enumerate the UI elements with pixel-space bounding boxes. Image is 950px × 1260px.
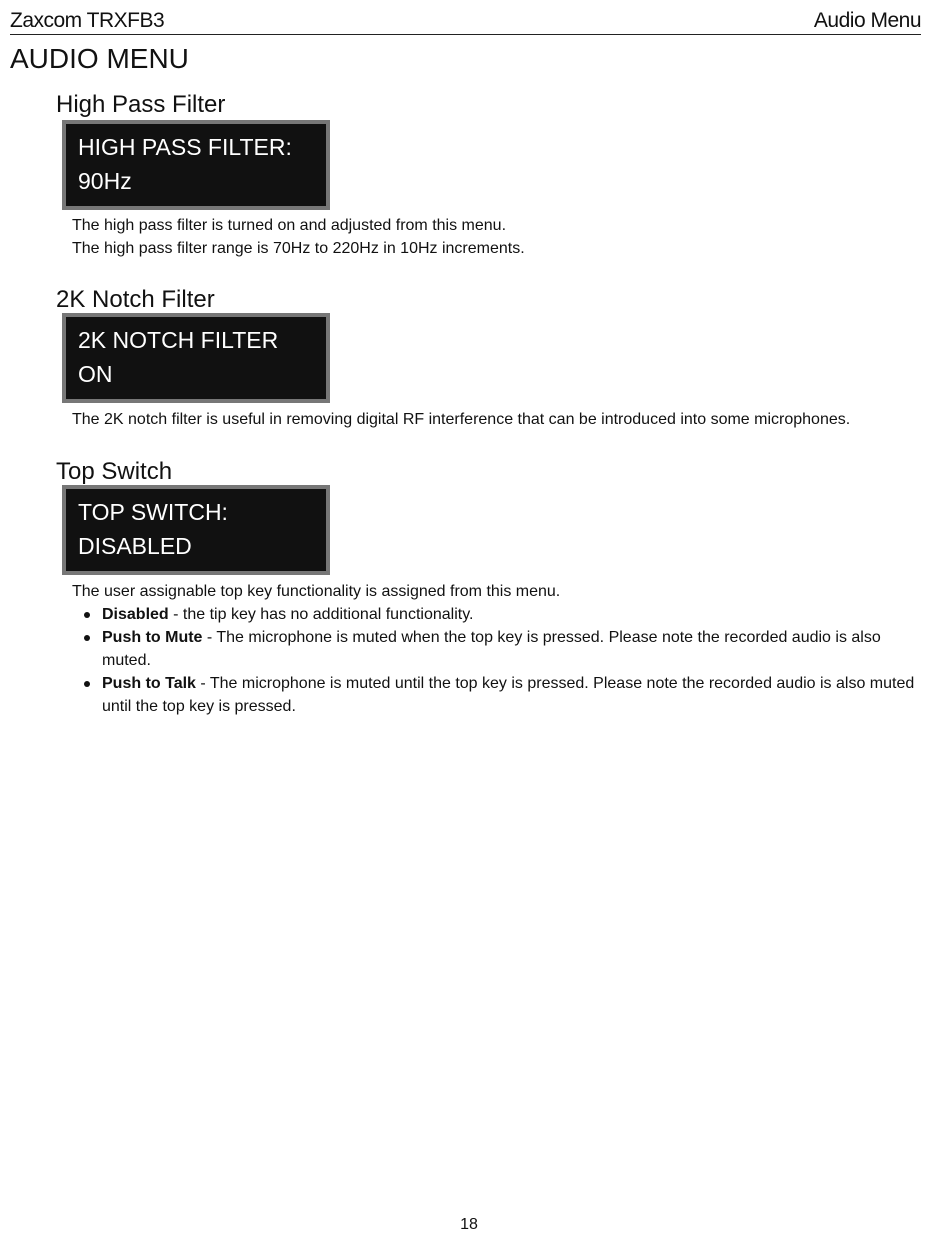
header-product-name: Zaxcom TRXFB3: [10, 9, 165, 32]
list-item: [72, 626, 932, 672]
lcd-display-2k-notch-filter: [62, 313, 330, 403]
option-description: - The microphone is muted when the top key is pressed. Please note the recorded audio is also muted.: [102, 629, 881, 669]
section-heading-high-pass-filter: High Pass Filter: [56, 91, 226, 118]
paragraph-top-switch-description: The user assignable top key functionality is assigned from this menu.: [72, 583, 561, 600]
option-term: Push to Mute: [102, 629, 203, 646]
section-heading-2k-notch-filter: 2K Notch Filter: [56, 286, 215, 313]
section-heading-top-switch: Top Switch: [56, 458, 173, 485]
lcd-line: TOP SWITCH:: [78, 499, 228, 525]
lcd-display-high-pass-filter: [62, 120, 330, 210]
bullet-icon: [84, 635, 90, 641]
lcd-line: 2K NOTCH FILTER: [78, 327, 279, 353]
page-number: 18: [460, 1216, 478, 1233]
lcd-line: DISABLED: [78, 533, 192, 559]
option-description: - The microphone is muted until the top key is pressed. Please note the recorded audio is also muted until the top key is pressed.: [102, 675, 915, 715]
lcd-line: ON: [78, 361, 113, 387]
option-term: Push to Talk: [102, 675, 196, 692]
list-item: [72, 672, 932, 718]
top-switch-options-list: [72, 603, 932, 718]
list-item: [72, 603, 932, 626]
page-title: AUDIO MENU: [10, 43, 189, 74]
paragraph-high-pass-range: The high pass filter range is 70Hz to 220Hz in 10Hz increments.: [72, 240, 525, 257]
bullet-icon: [84, 612, 90, 618]
lcd-display-top-switch: [62, 485, 330, 575]
paragraph-notch-description: The 2K notch filter is useful in removing digital RF interference that can be introduced into some microphones.: [72, 411, 851, 428]
option-term: Disabled: [102, 606, 169, 623]
header-section-name: Audio Menu: [813, 9, 921, 32]
lcd-line: 90Hz: [78, 168, 132, 194]
paragraph-high-pass-description: The high pass filter is turned on and adjusted from this menu.: [72, 217, 507, 234]
page-header: [10, 8, 921, 35]
option-description: - the tip key has no additional functionality.: [168, 606, 474, 623]
lcd-line: HIGH PASS FILTER:: [78, 134, 292, 160]
bullet-icon: [84, 681, 90, 687]
